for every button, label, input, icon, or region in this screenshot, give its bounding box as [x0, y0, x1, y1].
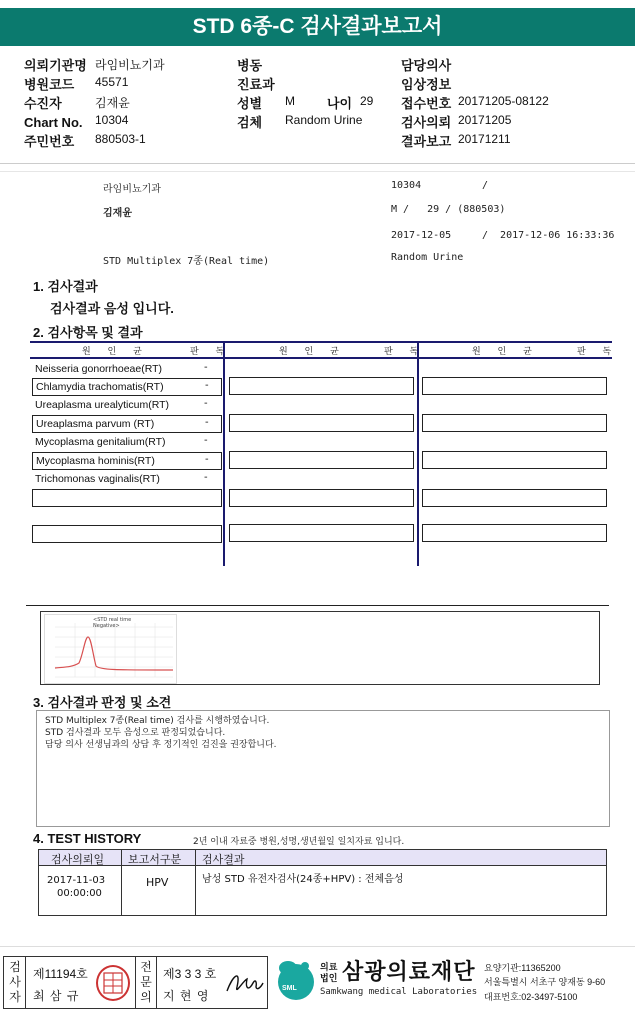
history-date: 2017-11-03 [47, 875, 106, 886]
header-label: 의뢰기관명 [24, 58, 87, 73]
inspector-license: 제11194호 [33, 967, 88, 981]
organism-row [32, 434, 222, 451]
organism-name: Ureaplasma parvum (RT) [36, 418, 155, 430]
organism-result: - [205, 417, 209, 428]
organism-row [32, 452, 222, 470]
org-address: 서울특별시 서초구 양재동 9-60 [484, 977, 606, 987]
header-value: 20171205-08122 [458, 94, 549, 108]
organism-result: - [204, 398, 208, 409]
inspector-seal-stamp [96, 965, 130, 1001]
empty-row [229, 451, 414, 469]
section1-heading: 1. 검사결과 [33, 279, 98, 294]
empty-row [229, 414, 414, 432]
organism-name: Chlamydia trachomatis(RT) [36, 381, 164, 393]
header-label: Chart No. [24, 115, 83, 130]
logo-text: SML [282, 985, 297, 992]
org-name: 삼광의료재단 [342, 959, 476, 984]
empty-row [32, 489, 222, 507]
section4-heading: 4. TEST HISTORY [33, 831, 142, 846]
age-value: 29 [360, 94, 374, 108]
col-header-result: 판 독 [384, 347, 426, 357]
graph-title: <STD real time [93, 617, 132, 623]
col-header-organism: 원 인 균 [472, 347, 539, 357]
section3-heading: 3. 검사결과 판정 및 소견 [33, 695, 172, 710]
organism-row [32, 415, 222, 433]
header-value: 20171205 [458, 113, 512, 127]
doctor-license: 제3 3 3 호 [163, 967, 217, 981]
report-title: STD 6종-C 검사결과보고서 [0, 8, 635, 46]
header-value: 10304 [95, 113, 129, 127]
empty-row [229, 489, 414, 507]
header-value: 20171211 [458, 132, 511, 146]
specimen-label: 검체 [237, 115, 263, 130]
header-col-2 [237, 55, 387, 150]
sml-logo [273, 958, 319, 1004]
col-header-organism: 원 인 균 [279, 347, 346, 357]
history-col-date: 검사의뢰일 [51, 853, 105, 866]
header-label: 결과보고 [401, 134, 452, 149]
header-label: 병원코드 [24, 77, 75, 92]
table-col-divider [223, 341, 225, 566]
seal-pattern-icon [98, 967, 128, 999]
doctor-name: 지 현 영 [163, 989, 210, 1003]
organism-name: Mycoplasma genitalium(RT) [35, 436, 166, 448]
age-label: 나이 [327, 96, 353, 111]
inspector-name: 최 삼 규 [33, 989, 80, 1003]
org-code: 요양기관:11365200 [484, 963, 561, 973]
header-label: 담당의사 [401, 58, 452, 73]
inspector-label: 검사자 [9, 960, 21, 1004]
organism-name: Neisseria gonorrhoeae(RT) [35, 363, 163, 375]
organism-row [32, 361, 222, 378]
organism-row [32, 471, 222, 488]
organism-row [32, 378, 222, 396]
graph-top-rule [26, 605, 609, 606]
amplification-graph [44, 614, 177, 684]
history-type: HPV [146, 876, 169, 889]
header-value: 45571 [95, 75, 129, 89]
header-label: 접수번호 [401, 96, 452, 111]
header-label: 수진자 [24, 96, 62, 111]
opinion-box [36, 710, 610, 827]
sex-label: 성별 [237, 96, 263, 111]
sig-divider [156, 957, 157, 1008]
org-english-name: Samkwang medical Laboratories [320, 987, 478, 997]
empty-row [422, 489, 607, 507]
graph-subtitle: Negative> [93, 623, 120, 629]
sml-logo-icon [273, 958, 319, 1004]
dept-label: 진료과 [237, 77, 275, 92]
empty-row [32, 525, 222, 543]
header-label: 검사의뢰 [401, 115, 452, 130]
empty-row [229, 524, 414, 542]
ward-label: 병동 [237, 58, 263, 73]
sex-value: M [285, 94, 295, 108]
empty-row [422, 414, 607, 432]
section2-heading: 2. 검사항목 및 결과 [33, 325, 143, 340]
info-sex-age: M / 29 / (880503) [391, 204, 506, 215]
table-col-divider [417, 341, 419, 566]
organism-name: Trichomonas vaginalis(RT) [35, 473, 160, 485]
info-date-reported: / 2017-12-06 16:33:36 [482, 230, 615, 241]
header-col-1 [24, 55, 224, 150]
info-chart-slash: / [482, 180, 489, 191]
doctor-label: 전문의 [140, 960, 152, 1004]
organism-result: - [205, 454, 209, 465]
info-name: 김재윤 [103, 208, 132, 219]
header-label: 임상정보 [401, 77, 452, 92]
col-header-organism: 원 인 균 [82, 347, 149, 357]
signature-box [3, 956, 268, 1009]
col-header-result: 판 독 [190, 347, 232, 357]
org-phone: 대표번호:02-3497-5100 [484, 992, 578, 1002]
divider [0, 946, 635, 947]
table-header-rule [30, 357, 612, 359]
section1-result-text: 검사결과 음성 입니다. [50, 301, 174, 316]
section4-note: 2년 이내 자료중 병원,성명,생년월일 일치자료 입니다. [193, 837, 405, 847]
info-specimen: Random Urine [391, 252, 464, 263]
organism-result: - [205, 380, 209, 391]
history-table [38, 849, 607, 916]
history-time: 00:00:00 [57, 888, 102, 899]
opinion-line: STD Multiplex 7종(Real time) 검사를 시행하였습니다. [45, 716, 270, 726]
history-header-row [39, 850, 606, 866]
header-value: 880503-1 [95, 132, 146, 146]
info-date-received: 2017-12-05 [391, 230, 452, 241]
empty-row [422, 524, 607, 542]
header-value: 김재윤 [95, 96, 130, 110]
history-col-type: 보고서구분 [128, 853, 182, 866]
organism-result: - [204, 435, 208, 446]
divider [0, 163, 635, 164]
col-header-result: 판 독 [577, 347, 619, 357]
org-prefix-bottom: 법인 [320, 973, 338, 983]
org-prefix-top: 의료 [320, 962, 338, 972]
organism-result: - [204, 362, 208, 373]
organism-result: - [204, 472, 208, 483]
header-label: 주민번호 [24, 134, 75, 149]
opinion-line: 담당 의사 선생님과의 상담 후 정기적인 검진을 권장합니다. [45, 740, 277, 750]
table-top-rule [30, 341, 612, 343]
header-value: 라임비뇨기과 [95, 58, 165, 72]
organism-name: Mycoplasma hominis(RT) [36, 455, 155, 467]
opinion-line: STD 검사결과 모두 음성으로 판정되었습니다. [45, 728, 226, 738]
history-row [39, 866, 606, 915]
empty-row [422, 377, 607, 395]
empty-row [422, 451, 607, 469]
specimen-value: Random Urine [285, 113, 363, 127]
history-col-result: 검사결과 [202, 853, 245, 866]
header-col-3 [401, 55, 621, 150]
info-test-name: STD Multiplex 7종(Real time) [103, 256, 270, 267]
doctor-signature [223, 965, 265, 1001]
organism-name: Ureaplasma urealyticum(RT) [35, 399, 170, 411]
history-result: 남성 STD 유전자검사(24종+HPV) : 전체음성 [202, 874, 404, 885]
info-chart: 10304 [391, 180, 422, 191]
empty-row [229, 377, 414, 395]
sig-divider [135, 957, 136, 1008]
info-hospital: 라임비뇨기과 [103, 184, 161, 195]
divider [0, 171, 635, 172]
sig-divider [25, 957, 26, 1008]
organism-row [32, 397, 222, 414]
